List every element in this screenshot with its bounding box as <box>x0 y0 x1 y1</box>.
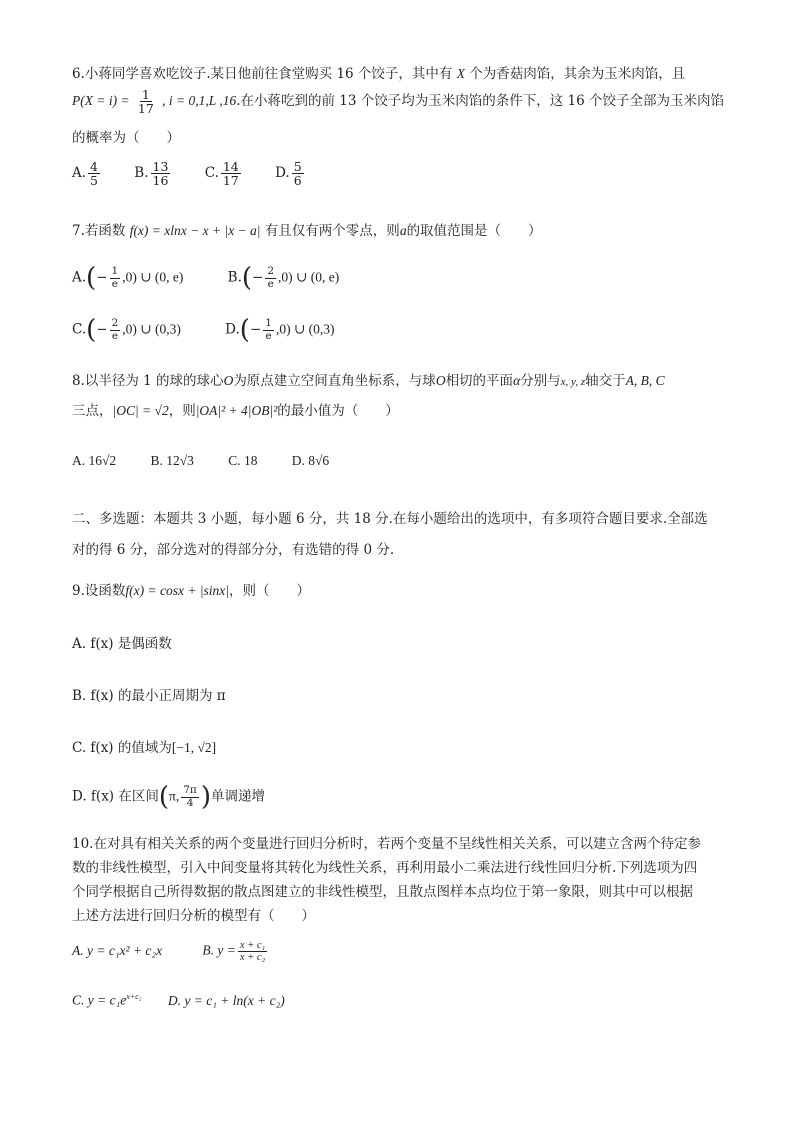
q6-frac: $\frac{1}{17}$ <box>137 87 154 117</box>
q6-var: X <box>456 66 465 81</box>
q6-option-c[interactable]: C. $\frac{14}{17}$ <box>204 159 239 189</box>
q7-function: f(x) = xlnx − x + |x − a| <box>129 223 261 238</box>
q10-option-c[interactable]: C. $y = c_1e^{x+c_2}$ <box>72 992 142 1008</box>
q6-option-d[interactable]: D. $\frac{5}{6}$ <box>275 159 302 189</box>
q10-line2: 数的非线性模型，引入中间变量将其转化为线性关系，再利用最小二乘法进行线性回归分析.下列选项为四 <box>72 860 698 876</box>
q7-stem: 7.若函数 f(x) = xlnx − x + |x − a| 有且仅有两个零点，则a的取值范围是（ ） <box>72 223 542 239</box>
q9-stem: 9.设函数f(x) = cosx + |sinx|，则（ ） <box>72 583 311 599</box>
q8-line2: 三点，|OC| = √2，则|OA|² + 4|OB|²的最小值为（ ） <box>72 403 399 419</box>
q8-oc-expr: |OC| = √2 <box>112 403 169 418</box>
q6-options <box>72 160 334 187</box>
q10-line1: 10.在对具有相关关系的两个变量进行回归分析时，若两个变量不呈线性相关关系，可以建立含两个待定参 <box>72 836 701 852</box>
q6-text: 6.小蒋同学喜欢吃饺子.某日他前往食堂购买 16 个饺子，其中有 <box>72 66 453 82</box>
q8-line1: 8.以半径为 1 的球的球心O为原点建立空间直角坐标系，与球O相切的平面α分别与x, y, z轴交于A, B, C <box>72 373 665 389</box>
q10-options-row2 <box>72 992 313 1009</box>
q8-options <box>72 453 357 469</box>
q6-line1 <box>72 62 685 82</box>
q9-function: f(x) = cosx + |sinx| <box>125 583 230 598</box>
q8-option-c[interactable]: C. 18 <box>228 453 258 468</box>
q6-option-a[interactable]: A. $\frac{4}{5}$ <box>72 159 98 189</box>
q7-option-b[interactable]: B.(− $\frac{2}{e}$ ,0) ∪ (0, e) <box>227 263 340 293</box>
q8-option-b[interactable]: B. 12√3 <box>150 453 194 468</box>
q10-line4: 上述方法进行回归分析的模型有（ ） <box>72 908 315 924</box>
q7-options-row2 <box>72 317 363 343</box>
q9-option-a[interactable]: A. f(x) 是偶函数 <box>72 636 172 652</box>
q6-prob: P(X = i) = <box>72 93 130 109</box>
q8-option-a[interactable]: A. 16√2 <box>72 453 117 468</box>
q6-line3: 的概率为（ ） <box>72 130 180 146</box>
q6-text-end: 个为香菇肉馅，其余为玉米肉馅，且 <box>469 66 686 82</box>
q6-line2 <box>72 88 724 115</box>
q8-min-expr: |OA|² + 4|OB|² <box>195 403 278 418</box>
q9-option-c[interactable]: C. f(x) 的值域为[−1, √2] <box>72 740 217 756</box>
q8-option-d[interactable]: D. 8√6 <box>291 453 330 468</box>
q10-options-row1 <box>72 940 297 963</box>
section2-line1: 二、多选题：本题共 3 小题，每小题 6 分，共 18 分.在每小题给出的选项中，有多项符合题目要求.全部选 <box>72 511 708 527</box>
q10-option-a[interactable]: A. y = c₁x² + c₂x <box>72 942 163 958</box>
q10-option-d[interactable]: D. y = c₁ + ln(x + c₂) <box>167 992 285 1008</box>
q7-option-d[interactable]: D.(− $\frac{1}{e}$ ,0) ∪ (0,3) <box>225 315 335 345</box>
q9-option-b[interactable]: B. f(x) 的最小正周期为 π <box>72 688 226 704</box>
q7-option-c[interactable]: C.(− $\frac{2}{e}$ ,0) ∪ (0,3) <box>72 315 181 345</box>
q6-option-b[interactable]: B. $\frac{13}{16}$ <box>134 159 169 189</box>
q7-option-a[interactable]: A.(− $\frac{1}{e}$ ,0) ∪ (0, e) <box>72 263 184 293</box>
q9-option-d[interactable]: D. f(x) 在区间(π, $\frac{7\pi}{4}$ )单调递增 <box>72 782 265 812</box>
q6-index: , i = 0,1,L ,16 <box>162 93 237 109</box>
section2-line2: 对的得 6 分，部分选对的得部分分，有选错的得 0 分. <box>72 542 395 558</box>
q6-text2: .在小蒋吃到的前 13 个饺子均为玉米肉馅的条件下，这 16 个饺子全部为玉米肉馅 <box>236 93 725 110</box>
q10-option-b[interactable]: B. y = $\frac{\text{x + c₁}}{\text{x + c₂}}$ <box>202 940 266 964</box>
q7-options-row1 <box>72 265 367 291</box>
q10-line3: 个同学根据自己所得数据的散点图建立的非线性模型，且散点图样本点均位于第一象限，则其中可以根据 <box>72 884 693 900</box>
